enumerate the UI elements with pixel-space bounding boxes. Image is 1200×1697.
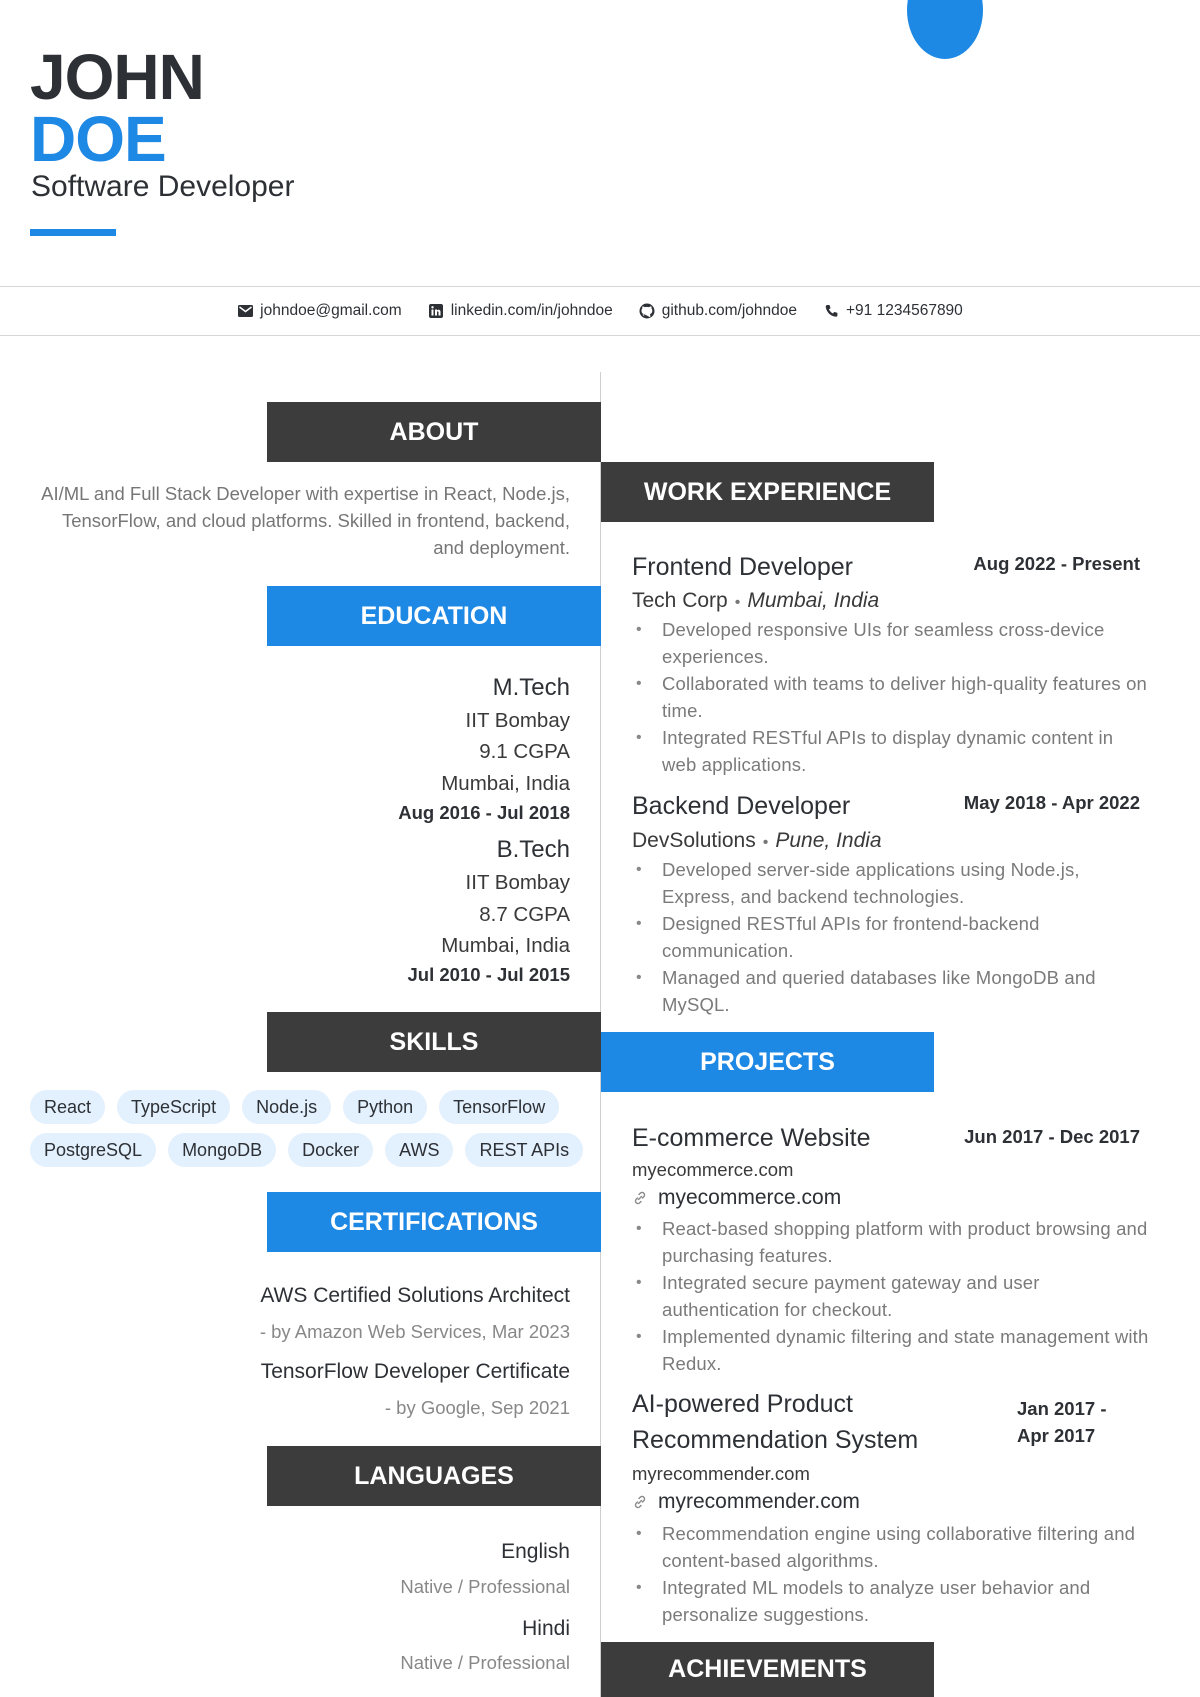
skill-chip: Docker	[288, 1133, 373, 1167]
job-company-line	[632, 829, 882, 853]
contact-email[interactable]	[237, 302, 402, 320]
last-name: DOE	[30, 103, 166, 175]
skill-chip: Node.js	[242, 1090, 331, 1124]
education-school: IIT Bombay	[465, 871, 570, 894]
job-dates: Aug 2022 - Present	[973, 553, 1140, 574]
skills-row	[30, 1133, 580, 1167]
skill-chip: TensorFlow	[439, 1090, 559, 1124]
link-icon	[632, 1190, 648, 1206]
language-level: Native / Professional	[400, 1576, 570, 1597]
phone-text: +91 1234567890	[846, 302, 963, 319]
about-text: AI/ML and Full Stack Developer with expertise in React, Node.js, TensorFlow, and cloud platforms. Skilled in frontend, backend, and deployment.	[41, 483, 570, 558]
education-location: Mumbai, India	[441, 934, 570, 957]
link-icon	[632, 1494, 648, 1510]
project-title-continued: Recommendation System	[632, 1426, 919, 1454]
job-location: Pune, India	[775, 829, 882, 852]
work-experience-heading: WORK EXPERIENCE	[601, 462, 934, 522]
job-role: Software Developer	[31, 170, 295, 203]
education-grade: 9.1 CGPA	[479, 740, 570, 763]
skill-chip: Python	[343, 1090, 427, 1124]
project-link-text: myrecommender.com	[658, 1490, 860, 1513]
education-heading: EDUCATION	[267, 586, 601, 646]
project-link[interactable]	[632, 1186, 841, 1210]
separator-dot: •	[762, 834, 769, 851]
email-icon	[237, 303, 253, 319]
languages-heading: LANGUAGES	[267, 1446, 601, 1506]
job-bullet: • Developed server-side applications using Node.js, Express, and backend technologies.	[632, 856, 1152, 910]
projects-heading: PROJECTS	[601, 1032, 934, 1092]
language-name: Hindi	[522, 1617, 570, 1640]
project-url: myrecommender.com	[632, 1463, 810, 1484]
education-grade: 8.7 CGPA	[479, 903, 570, 926]
first-name: JOHN	[30, 41, 204, 113]
project-url: myecommerce.com	[632, 1159, 794, 1180]
project-bullet: • Recommendation engine using collaborative filtering and content-based algorithms.	[632, 1520, 1152, 1574]
job-title: Backend Developer	[632, 792, 851, 820]
project-title: E-commerce Website	[632, 1124, 871, 1152]
project-bullet: • Integrated ML models to analyze user behavior and personalize suggestions.	[632, 1574, 1152, 1628]
job-bullets	[632, 856, 1152, 1018]
separator-dot: •	[734, 594, 741, 611]
job-bullet: • Integrated RESTful APIs to display dynamic content in web applications.	[632, 724, 1152, 778]
contact-phone[interactable]	[823, 302, 963, 320]
certification-title: TensorFlow Developer Certificate	[260, 1360, 570, 1383]
project-bullets	[632, 1215, 1152, 1377]
contact-bar	[0, 286, 1200, 336]
certification-issuer: - by Amazon Web Services, Mar 2023	[259, 1321, 570, 1342]
about-heading: ABOUT	[267, 402, 601, 462]
job-bullet: • Collaborated with teams to deliver high-quality features on time.	[632, 670, 1152, 724]
education-school: IIT Bombay	[465, 709, 570, 732]
job-title: Frontend Developer	[632, 553, 853, 581]
job-company: DevSolutions	[632, 829, 756, 852]
project-link-text: myecommerce.com	[658, 1186, 842, 1209]
certification-issuer: - by Google, Sep 2021	[384, 1397, 570, 1418]
skill-chip: PostgreSQL	[30, 1133, 156, 1167]
linkedin-text: linkedin.com/in/johndoe	[450, 302, 613, 319]
skills-row	[30, 1090, 580, 1124]
project-title: AI-powered Product	[632, 1390, 853, 1418]
skill-chip: AWS	[385, 1133, 453, 1167]
linkedin-icon	[428, 303, 444, 319]
language-level: Native / Professional	[400, 1652, 570, 1673]
project-dates: Jan 2017 -	[1017, 1398, 1107, 1419]
project-dates: Jun 2017 - Dec 2017	[964, 1126, 1140, 1147]
contact-github[interactable]	[639, 302, 797, 320]
education-location: Mumbai, India	[441, 772, 570, 795]
skills-heading: SKILLS	[267, 1012, 601, 1072]
project-bullet: • Integrated secure payment gateway and user authentication for checkout.	[632, 1269, 1152, 1323]
phone-icon	[823, 303, 839, 319]
decorative-circle	[907, 0, 983, 59]
education-dates: Aug 2016 - Jul 2018	[398, 802, 570, 823]
job-dates: May 2018 - Apr 2022	[963, 792, 1140, 813]
job-company-line	[632, 589, 879, 613]
skill-chip: REST APIs	[465, 1133, 583, 1167]
skill-chip: MongoDB	[168, 1133, 276, 1167]
role-underline	[30, 229, 116, 236]
job-bullet: • Designed RESTful APIs for frontend-backend communication.	[632, 910, 1152, 964]
job-location: Mumbai, India	[747, 589, 880, 612]
job-bullet: • Managed and queried databases like MongoDB and MySQL.	[632, 964, 1152, 1018]
github-icon	[639, 303, 655, 319]
project-bullet: • React-based shopping platform with product browsing and purchasing features.	[632, 1215, 1152, 1269]
achievements-heading: ACHIEVEMENTS	[601, 1642, 934, 1697]
job-bullets	[632, 616, 1152, 778]
project-link[interactable]	[632, 1490, 860, 1514]
job-bullet: • Developed responsive UIs for seamless cross-device experiences.	[632, 616, 1152, 670]
project-dates-continued: Apr 2017	[1017, 1425, 1096, 1446]
education-dates: Jul 2010 - Jul 2015	[407, 964, 570, 985]
skill-chip: React	[30, 1090, 105, 1124]
project-bullets	[632, 1520, 1152, 1628]
education-degree: B.Tech	[496, 836, 570, 863]
job-company: Tech Corp	[632, 589, 728, 612]
project-bullet: • Implemented dynamic filtering and state management with Redux.	[632, 1323, 1152, 1377]
email-text: johndoe@gmail.com	[260, 302, 402, 319]
certification-title: AWS Certified Solutions Architect	[260, 1284, 570, 1307]
contact-linkedin[interactable]	[428, 302, 613, 320]
skill-chip: TypeScript	[117, 1090, 230, 1124]
language-name: English	[501, 1540, 570, 1563]
github-text: github.com/johndoe	[661, 302, 797, 319]
certifications-heading: CERTIFICATIONS	[267, 1192, 601, 1252]
education-degree: M.Tech	[492, 674, 570, 701]
